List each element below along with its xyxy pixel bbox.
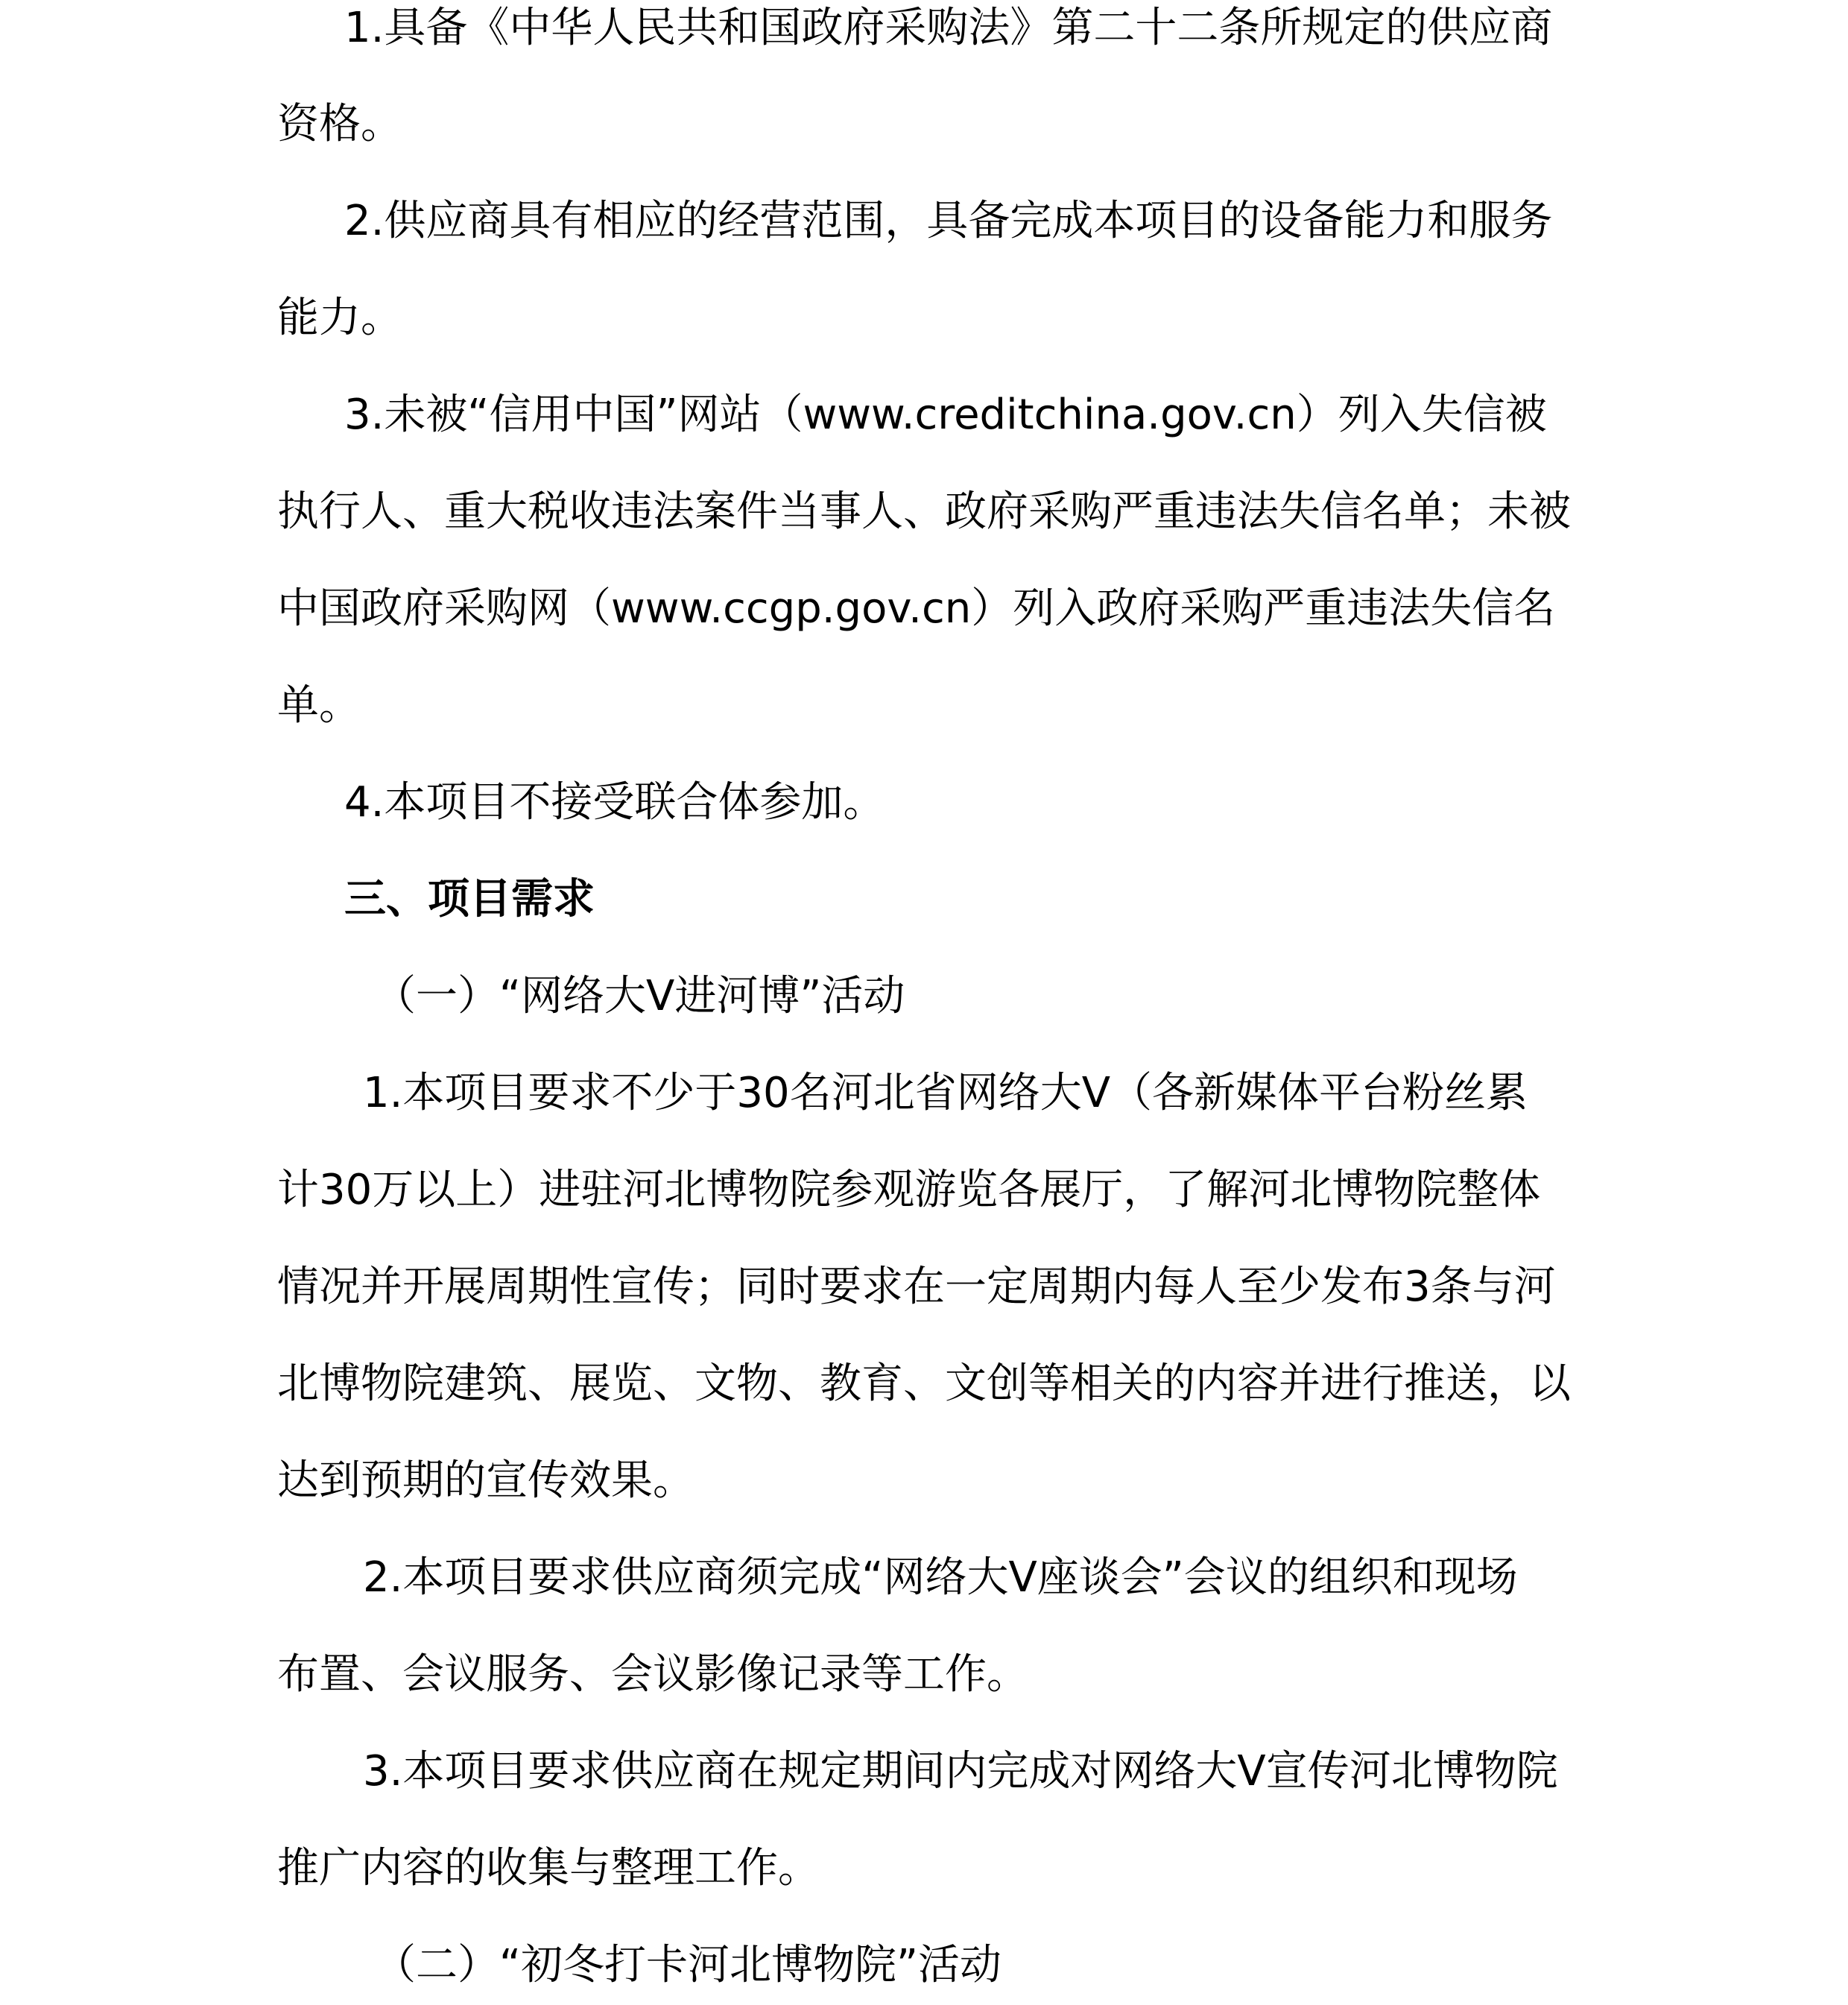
text-line: 能力。 xyxy=(277,294,402,342)
text-line: 3.未被“信用中国”网站（www.creditchina.gov.cn）列入失信被 xyxy=(344,391,1547,439)
text-line: 布置、会议服务、会议影像记录等工作。 xyxy=(277,1650,1028,1699)
text-line: 4.本项目不接受联合体参加。 xyxy=(344,778,885,827)
text-line: 北博物院建筑、展览、文物、教育、文创等相关的内容并进行推送，以 xyxy=(277,1360,1571,1408)
text-line: 情况并开展周期性宣传；同时要求在一定周期内每人至少发布3条与河 xyxy=(277,1263,1556,1311)
section-heading: 三、项目需求 xyxy=(344,875,595,923)
subsection-heading: （二）“初冬打卡河北博物院”活动 xyxy=(374,1941,1002,1989)
text-line: 1.本项目要求不少于30名河北省网络大V（各新媒体平台粉丝累 xyxy=(363,1069,1528,1117)
subsection-heading: （一）“网络大V进河博”活动 xyxy=(374,972,905,1020)
text-line: 2.供应商具有相应的经营范围，具备完成本项目的设备能力和服务 xyxy=(344,197,1553,245)
text-line: 中国政府采购网（www.ccgp.gov.cn）列入政府采购严重违法失信名 xyxy=(277,584,1556,633)
text-line: 推广内容的收集与整理工作。 xyxy=(277,1844,820,1892)
text-line: 3.本项目要求供应商在规定期间内完成对网络大V宣传河北博物院 xyxy=(363,1747,1558,1796)
text-line: 2.本项目要求供应商须完成“网络大V座谈会”会议的组织和现场 xyxy=(363,1553,1518,1602)
text-line: 达到预期的宣传效果。 xyxy=(277,1456,694,1505)
text-line: 执行人、重大税收违法案件当事人、政府采购严重违法失信名单；未被 xyxy=(277,487,1571,536)
text-line: 资格。 xyxy=(277,100,402,148)
text-line: 1.具备《中华人民共和国政府采购法》第二十二条所规定的供应商 xyxy=(344,4,1553,52)
text-line: 计30万以上）进驻河北博物院参观游览各展厅，了解河北博物院整体 xyxy=(277,1166,1541,1214)
text-line: 单。 xyxy=(277,681,361,730)
